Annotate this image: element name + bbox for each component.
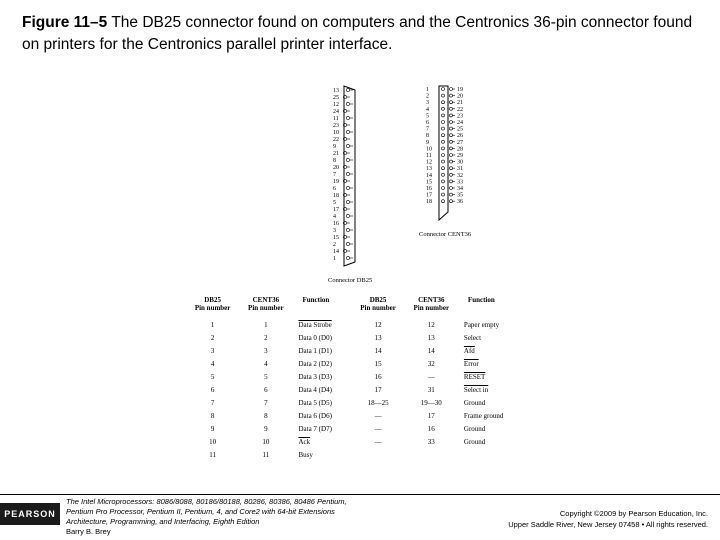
copyright-line-1: Copyright ©2009 by Pearson Education, Inc. [559,509,708,518]
book-title-line-3: Architecture, Programming, and Interfacing, Eighth Edition [66,517,260,526]
cent36-pin-label: 11 [426,153,432,159]
copyright-notice [408,508,708,530]
cent36-pin-label: 7 [426,126,429,133]
table-cell: 19—30 [420,399,442,408]
db25-pin-label: 22 [333,137,339,143]
table-cell: Data 1 (D1) [298,346,332,355]
cent36-pin [442,107,445,110]
table-cell: Ground [463,438,486,447]
pin-assignment-table [186,296,526,462]
cent36-pin-label: 1 [426,87,429,93]
cent36-pin-label: 34 [457,186,463,192]
cent36-pin-label: 16 [426,186,432,192]
db25-pin-label: 13 [333,88,339,94]
cent36-pin [450,101,453,104]
table-row [186,357,526,370]
cent36-pin-label: 36 [457,199,463,206]
table-cell: 8 [264,412,268,421]
col-function-2: Function [467,296,495,304]
table-row [186,436,526,449]
cent36-pin [450,154,453,157]
db25-pin-label: 11 [333,116,339,122]
cent36-pin-label: 33 [457,179,463,186]
copyright-line-2: Upper Saddle River, New Jersey 07458 • All rights reserved. [508,520,708,529]
table-cell: 13 [374,333,382,342]
cent36-pin-label: 28 [457,146,463,153]
db25-pin [346,116,349,119]
cent36-pin-label: 27 [457,139,463,146]
db25-pin-label: 6 [333,186,336,192]
db25-pin-label: 17 [333,207,339,213]
cent36-pin [450,193,453,196]
book-author: Barry B. Brey [66,527,111,536]
table-cell: 5 [264,372,268,381]
cent36-pin [442,94,445,97]
table-cell: 12 [374,320,382,329]
table-cell: 9 [210,425,215,434]
table-cell: 16 [374,372,382,381]
table-cell [458,449,526,462]
table-cell: RESET [463,372,486,381]
table-cell: 11 [262,451,270,460]
cent36-pin-label: 8 [426,133,429,140]
db25-pin-label: 19 [333,179,339,185]
db25-pin-label: 1 [333,256,336,262]
db25-pin-label: 18 [333,193,339,199]
cent36-pin [450,200,453,203]
db25-pin [346,228,349,231]
table-cell: 4 [264,359,268,368]
cent36-pin-label: 10 [426,146,432,153]
db25-pin-label: 15 [333,235,339,241]
table-cell: 6 [264,386,268,395]
cent36-pin [450,173,453,176]
db25-pins [333,88,353,262]
table-row [186,383,526,396]
cent36-pin-label: 4 [426,106,429,113]
table-cell: Frame ground [463,412,504,421]
col-cent36-pin: CENT36 Pin number [248,296,284,312]
figure-label: Figure 11–5 [22,14,108,31]
cent36-pin-label: 2 [426,93,429,100]
table-cell: 33 [427,438,435,447]
cent36-label: Connector CENT36 [419,231,472,238]
table-cell: Data 6 (D6) [298,412,332,421]
db25-pin [346,256,349,259]
cent36-pin-label: 21 [457,100,463,107]
cent36-pin [442,167,445,170]
table-cell: 31 [427,386,435,395]
table-cell: 4 [210,359,215,368]
book-title-line-2: Pentium Pro Processor, Pentium II, Pentium, 4, and Core2 with 64-bit Extensions [66,507,335,516]
table-row [186,423,526,436]
cent36-pin [442,101,445,104]
cent36-pin [450,94,453,97]
table-cell: Error [463,359,479,368]
col-cent36-pin-2: CENT36 Pin number [413,296,450,312]
table-cell: Data 2 (D2) [298,359,332,368]
db25-shell [344,86,355,266]
table-cell: 17 [427,412,435,421]
table-cell: 2 [210,333,215,342]
cent36-pin [442,180,445,183]
table-cell: 1 [264,320,268,329]
db25-pin [346,200,349,203]
db25-pin-label: 21 [333,151,339,157]
cent36-pin [450,147,453,150]
table-row [186,397,526,410]
table-cell: 11 [209,451,216,460]
table-cell: Data 5 (D5) [298,399,332,408]
cent36-pin [450,134,453,137]
table-row [186,344,526,357]
publisher-logo: PEARSON [0,503,60,525]
table-cell: Ground [463,399,486,408]
table-cell: Paper empty [463,320,500,329]
cent36-pin [442,88,445,91]
table-cell: Ground [463,425,486,434]
db25-pin [346,242,349,245]
table-cell: 9 [264,425,268,434]
col-function: Function [302,296,330,304]
cent36-pins [426,87,463,205]
table-cell: Data 3 (D3) [298,372,332,381]
table-cell: 3 [264,346,268,355]
table-cell: 16 [427,425,435,434]
cent36-pin-label: 15 [426,179,432,186]
cent36-pin [442,173,445,176]
cent36-pin [442,134,445,137]
db25-label: Connector DB25 [328,277,373,284]
slide-footer [0,494,720,540]
table-header-row [186,296,526,318]
cent36-pin [442,160,445,163]
table-cell: Select [463,333,482,342]
table-cell: — [374,425,382,434]
table-cell [351,449,404,462]
db25-pin [346,130,349,133]
db25-pin [346,214,349,217]
table-row [186,449,526,462]
cent36-pin-label: 17 [426,192,432,199]
cent36-pin-label: 22 [457,106,463,113]
table-cell: 14 [427,346,435,355]
caption-text: The DB25 connector found on computers and the Centronics 36-pin connector found on printers for the Centronics parallel printer interface. [22,14,693,53]
table-cell: — [427,372,435,381]
table-cell: 3 [210,346,215,355]
cent36-pin-label: 24 [457,120,463,126]
table-cell: $\overline{Afd}$ [463,346,475,355]
cent36-pin-label: 29 [457,153,463,159]
cent36-pin-label: 31 [457,166,463,173]
cent36-pin-label: 35 [457,192,463,199]
table-cell: Data 4 (D4) [298,386,332,395]
table-cell: 10 [209,438,217,447]
db25-pin-label: 24 [333,109,339,115]
cent36-pin [450,160,453,163]
table-cell: Busy [298,451,313,460]
db25-pin [346,88,349,91]
db25-pin-label: 10 [333,130,339,136]
db25-pin [346,158,349,161]
db25-pin-label: 2 [333,242,336,248]
db25-pin-label: 25 [333,95,339,101]
cent36-pin [442,140,445,143]
cent36-pin-label: 3 [426,100,429,107]
table-cell: 12 [427,320,435,329]
table-cell: 32 [427,359,435,368]
table-cell: Data 7 (D7) [298,425,332,434]
footer-divider [0,494,720,495]
db25-pin-label: 14 [333,249,339,255]
db25-pin-label: 16 [333,221,339,227]
db25-pin [346,102,349,105]
table-cell: 7 [210,399,215,408]
table-cell: Select in [463,386,489,395]
db25-pin-label: 23 [333,123,339,129]
cent36-pin [450,127,453,130]
col-db25-pin-2: DB25 Pin number [360,296,396,312]
table-cell: $\overline{Ack}$ [298,438,311,447]
book-reference [66,497,396,537]
table-cell: 5 [210,372,215,381]
cent36-pin-label: 26 [457,133,463,140]
cent36-pin-label: 30 [457,159,463,166]
cent36-pin-label: 13 [426,166,432,173]
cent36-pin [442,127,445,130]
db25-pin-label: 7 [333,172,336,178]
cent36-pin [450,121,453,124]
table-cell: — [374,438,382,447]
db25-pin-label: 9 [333,144,336,150]
table-row [186,370,526,383]
db25-pin-label: 4 [333,214,336,220]
cent36-pin [442,193,445,196]
table-row [186,410,526,423]
table-cell: 7 [264,399,268,408]
cent36-pin-label: 6 [426,120,429,126]
cent36-pin [442,187,445,190]
db25-pin-label: 12 [333,102,339,108]
cent36-pin [450,107,453,110]
cent36-pin-label: 25 [457,126,463,133]
db25-pin-label: 8 [333,158,336,164]
table-row [186,318,526,331]
table-cell: 15 [374,359,382,368]
col-db25-pin: DB25 Pin number [194,296,231,312]
table-cell: 8 [210,412,215,421]
pin-rows [186,318,526,462]
db25-pin-label: 3 [333,228,336,234]
table-cell: 1 [210,320,215,329]
cent36-pin [450,187,453,190]
db25-pin [346,172,349,175]
cent36-pin [442,114,445,117]
table-cell: Data 0 (D0) [298,333,332,342]
cent36-pin [442,200,445,203]
cent36-pin [450,140,453,143]
book-title-line-1: The Intel Microprocessors: 8086/8088, 80186/80188, 80286, 80386, 80486 Pentium, [66,497,347,506]
cent36-pin [442,154,445,157]
table-cell [405,449,458,462]
cent36-pin [450,180,453,183]
table-cell: 13 [427,333,435,342]
cent36-pin-label: 18 [426,199,432,206]
db25-pin [346,144,349,147]
table-cell: 2 [264,333,268,342]
db25-pin-label: 20 [333,165,339,171]
table-cell: 14 [374,346,382,355]
table-cell: — [374,412,382,421]
table-cell: 10 [262,438,270,447]
cent36-pin [450,114,453,117]
table-cell: 17 [374,386,382,395]
cent36-pin-label: 9 [426,139,429,146]
table-cell: Data Strobe [298,320,332,329]
cent36-pin-label: 20 [457,93,463,100]
cent36-pin [442,121,445,124]
cent36-pin-label: 14 [426,172,432,179]
cent36-pin [450,88,453,91]
table-row [186,331,526,344]
cent36-pin-label: 32 [457,172,463,179]
db25-pin-label: 5 [333,200,336,206]
table-cell: 18—25 [367,399,389,408]
cent36-pin [442,147,445,150]
cent36-pin-label: 5 [426,113,429,120]
cent36-pin-label: 12 [426,159,432,166]
cent36-pin-label: 23 [457,113,463,120]
cent36-pin-label: 19 [457,87,463,93]
cent36-pin [450,167,453,170]
db25-pin [346,186,349,189]
table-cell: 6 [210,386,215,395]
